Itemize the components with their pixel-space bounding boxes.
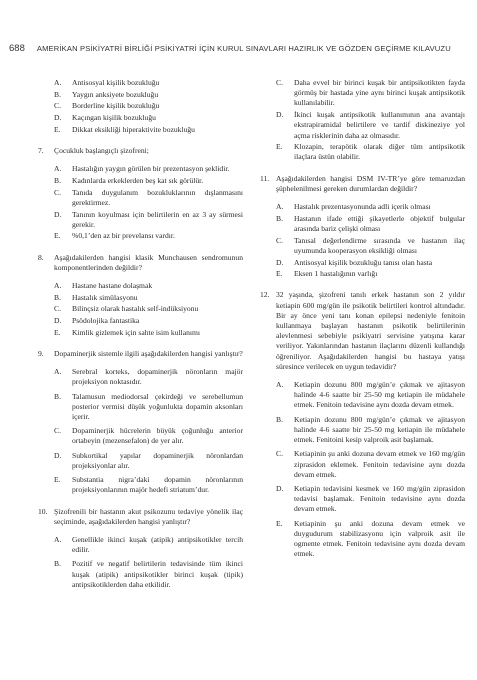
option-a: A. Ketiapin dozunu 800 mg/gün’e çıkmak ve ajitasyon halinde 4-6 saatte bir 25-50 mg ketiapin ile müdahele etmek. Fenitoin tedavisine aynı dozda devam etmek. <box>276 380 465 410</box>
question-stem: 11. Aşağıdakilerden hangisi DSM IV-TR’ye göre temaruzdan şüphelenilmesi gereken durumlardan değildir? <box>260 173 465 193</box>
option-c: C. Borderline kişilik bozukluğu <box>54 101 160 111</box>
option-e: E. %0,1’den az bir prevelansı vardır. <box>54 231 175 241</box>
option-a: A. Genellikle ikinci kuşak (atipik) antipsikotikler tercih edilir. <box>54 534 243 555</box>
option-b: B. Kadınlarda erkeklerden beş kat sık görülür. <box>54 175 204 185</box>
option-e: E. Dikkat eksikliği hiperaktivite bozukluğu <box>54 124 195 134</box>
option-c: C. Dopaminerjik hücrelerin büyük çoğunluğu anterior ortabeyin (mezensefalon) de yer alır. <box>54 426 243 446</box>
option-c: C. Ketiapinin şu anki dozuna devam etmek ve 160 mg/gün ziprasidon eklemek. Fenitoin tedavisine aynı dozda devam etmek. <box>276 449 465 479</box>
option-e: E. Substantia nigra’daki dopamin nöronlarının projeksiyonlarının majör hedefi striatum’dur. <box>54 475 243 495</box>
option-b: B. Pozitif ve negatif belirtilerin tedavisinde tüm ikinci kuşak (atipik) antipsikotikler birinci kuşak (tipik) antipsikotiklerden daha etkilidir. <box>54 559 243 589</box>
question-8 <box>38 253 243 338</box>
option-b: B. Ketiapin dozunu 800 mg/gün’e çıkmak ve ajitasyon halinde 4-6 saatte bir 25-50 mg ketiapin ile müdahele etmek. Fenitoini kesip valproik asit başlamak. <box>276 414 465 445</box>
question-9 <box>38 349 243 495</box>
option-a: A. Hastalık prezentasyonunda adli içerik olması <box>276 202 431 212</box>
option-a: A. Hastane hastane dolaşmak <box>54 281 153 291</box>
option-d: D. İkinci kuşak antipsikotik kullanımının ana avantajı ekstrapiramidal belirtilere ve tardif diskineziye yol açma risklerinin daha az olmasıdır. <box>276 110 465 140</box>
option-e: E. Kimlik gizlemek için sahte isim kullanımı <box>54 327 201 337</box>
option-a: A. Antisosyal kişilik bozukluğu <box>54 78 160 87</box>
question-stem: 10. Şizofrenili bir hastanın akut psikozunu tedaviye yönelik ilaç seçiminde, aşağıdakilerden hangisi yanlıştır? <box>38 506 243 526</box>
option-b: B. Hastanın ifade ettiği şikayetlerle objektif bulgular arasında bariz çelişki olması <box>276 213 465 233</box>
question-stem: 9. Dopaminerjik sistemle ilgili aşağıdakilerden hangisi yanlıştır? <box>38 349 243 359</box>
option-e: E. Klozapin, terapötik olarak diğer tüm antipsikotik ilaçlara üstün olabilir. <box>276 142 465 162</box>
question-stem: 7. Çocukluk başlangıçlı şizofreni; <box>38 146 149 156</box>
question-stem: 12. 32 yaşında, şizofreni tanılı erkek hastanın son 2 yıldır ketiapin 600 mg/gün ile psikotik belirtileri kontrol altındadır. Bir ay önce yeni tanı konan epilepsi nedeniyle fenitoin kullanmaya başlayan hastanın psikotik belirtilerinin alevlenmesi sebebiyle psikiyatri servisine yatışına karar veriliyor. Yakınlarından hastanın ilaçlarını düzenli kullandığı öğreniliyor. Aşağıdakilerden hangisi bu hastaya yatışı süresince verilecek en uygun tedavidir? <box>260 290 465 371</box>
question-stem: 8. Aşağıdakilerden hangisi klasik Munchausen sendromunun komponentlerinden değildir? <box>38 252 243 272</box>
option-d: D. Ketiapin tedavisini kesmek ve 160 mg/gün ziprasidon tedavisi başlamak. Fenitoin tedavisine aynı dozda devam etmek. <box>276 483 465 514</box>
running-title: AMERİKAN PSİKİYATRİ BİRLİĞİ PSİKİYATRİ İÇİN KURUL SINAVLARI HAZIRLIK VE GÖZDEN GEÇİRME KILAVUZU <box>36 44 451 53</box>
question-6-continued <box>38 78 243 135</box>
option-d: D. Kaçıngan kişilik bozukluğu <box>54 113 156 123</box>
question-10 <box>38 507 243 590</box>
option-d: D. Tanının koyulması için belirtilerin en az 3 ay sürmesi gerekir. <box>54 209 243 229</box>
question-11 <box>260 174 465 280</box>
left-column <box>38 78 243 601</box>
option-e: E. Eksen 1 hastalığının varlığı <box>276 269 378 279</box>
option-d: D. Subkortikal yapılar dopaminerjik nöronlardan projeksiyonlar alır. <box>54 450 243 470</box>
option-c: C. Daha evvel bir birinci kuşak bir antipsikotikten fayda görmüş bir hastada yine aynı birinci kuşak antipsikotik kullanılabilir. <box>276 78 465 108</box>
option-c: C. Tanıda duygulanım bozukluklarının dışlanmasını gerektirmez. <box>54 187 243 207</box>
option-b: B. Talamusun mediodorsal çekirdeği ve serebellumun posterior vermisi düşük yoğunlukta dopamin aksonları içerir. <box>54 391 243 422</box>
option-d: D. Antisosyal kişilik bozukluğu tanısı olan hasta <box>276 257 433 267</box>
page-header <box>9 38 474 52</box>
option-c: C. Bilinçsiz olarak hastalık self-indüksiyonu <box>54 304 199 314</box>
option-b: B. Hastalık simülasyonu <box>54 292 138 302</box>
option-b: B. Yaygın anksiyete bozukluğu <box>54 89 159 99</box>
option-a: A. Hastalığın yaygın görülen bir prezentasyon şeklidir. <box>54 164 230 174</box>
question-10-continued <box>260 78 465 163</box>
option-e: E. Ketiapinin şu anki dozuna devam etmek ve duygudurum stabilizasyonu için valproik asit ile ogmente etmek. Fenitoin tedavisine aynı dozda devam etmek. <box>276 518 465 559</box>
option-a: A. Serebral korteks, dopaminerjik nöronların majör projeksiyon noktasıdır. <box>54 367 243 387</box>
question-12 <box>260 290 465 559</box>
right-column <box>260 78 465 570</box>
page-number: 688 <box>9 43 25 54</box>
option-d: D. Psödolojika fantastika <box>54 316 140 326</box>
question-7 <box>38 146 243 242</box>
option-c: C. Tanısal değerlendirme sırasında ve hastanın ilaç uyumunda kooperasyon eksikliği olması <box>276 235 465 255</box>
